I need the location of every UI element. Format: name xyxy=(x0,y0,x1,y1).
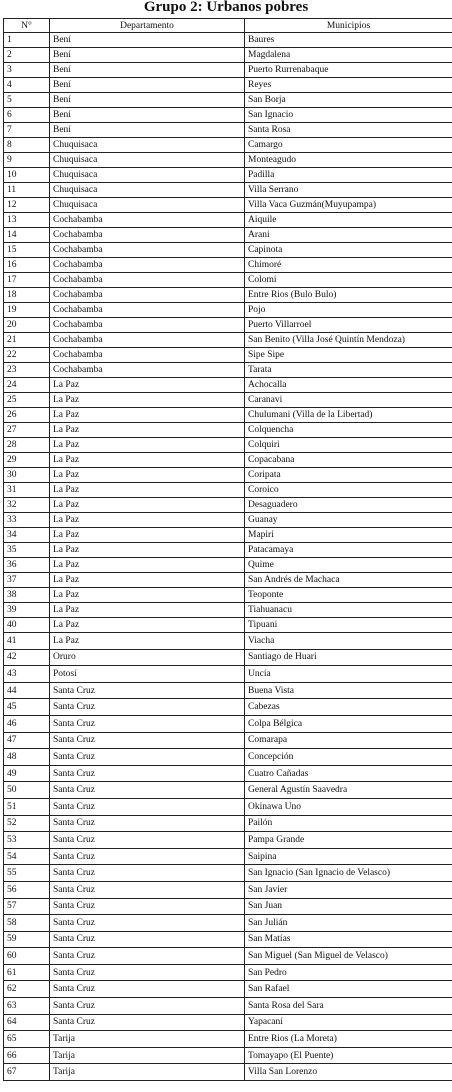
row-departamento: La Paz xyxy=(50,408,245,423)
row-departamento: Cochabamba xyxy=(50,213,245,228)
table-row xyxy=(4,438,452,453)
row-number: 14 xyxy=(4,228,50,243)
row-municipio: San Javier xyxy=(245,881,452,898)
table-row xyxy=(4,948,452,965)
table-row xyxy=(4,333,452,348)
row-number: 17 xyxy=(4,273,50,288)
row-departamento: Santa Cruz xyxy=(50,931,245,948)
row-departamento: Bení xyxy=(50,123,245,138)
row-municipio: Pojo xyxy=(245,303,452,318)
row-municipio: Cuatro Cañadas xyxy=(245,765,452,782)
row-departamento: Cochabamba xyxy=(50,243,245,258)
row-municipio: Colquencha xyxy=(245,423,452,438)
row-number: 18 xyxy=(4,288,50,303)
row-number: 7 xyxy=(4,123,50,138)
table-row xyxy=(4,498,452,513)
table-row xyxy=(4,666,452,683)
row-number: 34 xyxy=(4,528,50,543)
row-departamento: Bení xyxy=(50,78,245,93)
row-departamento: Santa Cruz xyxy=(50,832,245,849)
row-municipio: San Ignacio (San Ignacio de Velasco) xyxy=(245,865,452,882)
table-row xyxy=(4,183,452,198)
row-municipio: Cabezas xyxy=(245,699,452,716)
row-municipio: Santa Rosa del Sara xyxy=(245,998,452,1015)
table-row xyxy=(4,348,452,363)
row-number: 41 xyxy=(4,633,50,650)
row-departamento: Tarija xyxy=(50,1031,245,1048)
row-number: 43 xyxy=(4,666,50,683)
row-number: 27 xyxy=(4,423,50,438)
row-number: 47 xyxy=(4,732,50,749)
row-municipio: Chimoré xyxy=(245,258,452,273)
row-municipio: Colomi xyxy=(245,273,452,288)
row-departamento: Santa Cruz xyxy=(50,682,245,699)
row-municipio: Arani xyxy=(245,228,452,243)
row-municipio: Camargo xyxy=(245,138,452,153)
row-municipio: San Julián xyxy=(245,915,452,932)
table-row xyxy=(4,483,452,498)
row-number: 61 xyxy=(4,964,50,981)
row-municipio: San Matías xyxy=(245,931,452,948)
row-departamento: La Paz xyxy=(50,483,245,498)
row-departamento: Santa Cruz xyxy=(50,848,245,865)
row-municipio: Reyes xyxy=(245,78,452,93)
table-row xyxy=(4,288,452,303)
row-municipio: Villa San Lorenzo xyxy=(245,1064,452,1081)
row-number: 60 xyxy=(4,948,50,965)
row-number: 65 xyxy=(4,1031,50,1048)
row-number: 12 xyxy=(4,198,50,213)
row-municipio: San Borja xyxy=(245,93,452,108)
header-numero: N° xyxy=(4,19,50,33)
table-row xyxy=(4,848,452,865)
row-number: 8 xyxy=(4,138,50,153)
table-row xyxy=(4,168,452,183)
row-number: 2 xyxy=(4,48,50,63)
row-number: 66 xyxy=(4,1047,50,1064)
row-municipio: Baures xyxy=(245,33,452,48)
table-row xyxy=(4,573,452,588)
table-row xyxy=(4,468,452,483)
row-number: 4 xyxy=(4,78,50,93)
row-departamento: La Paz xyxy=(50,543,245,558)
row-number: 64 xyxy=(4,1014,50,1031)
row-municipio: Comarapa xyxy=(245,732,452,749)
table-row xyxy=(4,832,452,849)
table-row xyxy=(4,1064,452,1081)
row-number: 23 xyxy=(4,363,50,378)
row-number: 37 xyxy=(4,573,50,588)
row-number: 46 xyxy=(4,715,50,732)
row-number: 31 xyxy=(4,483,50,498)
row-municipio: San Benito (Villa José Quintín Mendoza) xyxy=(245,333,452,348)
table-row xyxy=(4,393,452,408)
row-departamento: La Paz xyxy=(50,468,245,483)
row-municipio: Concepción xyxy=(245,749,452,766)
row-number: 51 xyxy=(4,798,50,815)
row-municipio: San Ignacio xyxy=(245,108,452,123)
row-number: 3 xyxy=(4,63,50,78)
row-number: 33 xyxy=(4,513,50,528)
row-number: 13 xyxy=(4,213,50,228)
row-municipio: San Juan xyxy=(245,898,452,915)
table-row xyxy=(4,453,452,468)
row-departamento: Bení xyxy=(50,108,245,123)
row-number: 21 xyxy=(4,333,50,348)
row-departamento: Santa Cruz xyxy=(50,1014,245,1031)
row-departamento: Cochabamba xyxy=(50,318,245,333)
row-municipio: Puerto Rurrenabaque xyxy=(245,63,452,78)
row-number: 48 xyxy=(4,749,50,766)
row-departamento: La Paz xyxy=(50,438,245,453)
row-municipio: Sipe Sipe xyxy=(245,348,452,363)
row-municipio: Entre Rios (La Moreta) xyxy=(245,1031,452,1048)
table-row xyxy=(4,78,452,93)
row-number: 10 xyxy=(4,168,50,183)
table-row xyxy=(4,981,452,998)
row-departamento: Santa Cruz xyxy=(50,782,245,799)
table-row xyxy=(4,603,452,618)
row-departamento: Cochabamba xyxy=(50,288,245,303)
row-number: 32 xyxy=(4,498,50,513)
row-departamento: Chuquisaca xyxy=(50,153,245,168)
table-row xyxy=(4,649,452,666)
row-departamento: Bení xyxy=(50,48,245,63)
row-departamento: La Paz xyxy=(50,453,245,468)
municipios-table xyxy=(3,18,452,1081)
row-municipio: Villa Serrano xyxy=(245,183,452,198)
row-municipio: Tarata xyxy=(245,363,452,378)
row-departamento: La Paz xyxy=(50,558,245,573)
row-departamento: Bení xyxy=(50,93,245,108)
row-municipio: Copacabana xyxy=(245,453,452,468)
row-departamento: Chuquisaca xyxy=(50,168,245,183)
row-number: 11 xyxy=(4,183,50,198)
row-municipio: Mapiri xyxy=(245,528,452,543)
row-departamento: Santa Cruz xyxy=(50,815,245,832)
row-municipio: San Andrés de Machaca xyxy=(245,573,452,588)
row-departamento: La Paz xyxy=(50,603,245,618)
table-row xyxy=(4,543,452,558)
row-departamento: Chuquisaca xyxy=(50,183,245,198)
row-number: 58 xyxy=(4,915,50,932)
row-departamento: La Paz xyxy=(50,528,245,543)
table-body xyxy=(4,33,452,1081)
table-row xyxy=(4,798,452,815)
table-row xyxy=(4,93,452,108)
row-number: 15 xyxy=(4,243,50,258)
table-row xyxy=(4,408,452,423)
row-municipio: Monteagudo xyxy=(245,153,452,168)
row-number: 16 xyxy=(4,258,50,273)
row-number: 24 xyxy=(4,378,50,393)
row-municipio: Pailón xyxy=(245,815,452,832)
row-municipio: Buena Vista xyxy=(245,682,452,699)
row-departamento: Cochabamba xyxy=(50,303,245,318)
row-departamento: Cochabamba xyxy=(50,273,245,288)
table-row xyxy=(4,138,452,153)
table-row xyxy=(4,318,452,333)
table-row xyxy=(4,258,452,273)
row-departamento: Santa Cruz xyxy=(50,964,245,981)
row-departamento: Santa Cruz xyxy=(50,865,245,882)
table-row xyxy=(4,213,452,228)
row-municipio: Puerto Villarroel xyxy=(245,318,452,333)
row-number: 19 xyxy=(4,303,50,318)
header-departamento: Departamento xyxy=(50,19,245,33)
table-row xyxy=(4,1047,452,1064)
row-number: 53 xyxy=(4,832,50,849)
row-municipio: Villa Vaca Guzmán(Muyupampa) xyxy=(245,198,452,213)
row-municipio: Tomayapo (El Puente) xyxy=(245,1047,452,1064)
row-municipio: Desaguadero xyxy=(245,498,452,513)
row-number: 26 xyxy=(4,408,50,423)
row-number: 36 xyxy=(4,558,50,573)
table-row xyxy=(4,153,452,168)
row-municipio: Achocalla xyxy=(245,378,452,393)
table-row xyxy=(4,1031,452,1048)
row-municipio: Coripata xyxy=(245,468,452,483)
row-number: 5 xyxy=(4,93,50,108)
row-departamento: Santa Cruz xyxy=(50,732,245,749)
row-number: 38 xyxy=(4,588,50,603)
table-row xyxy=(4,528,452,543)
table-row xyxy=(4,123,452,138)
row-number: 44 xyxy=(4,682,50,699)
header-municipios: Municipios xyxy=(245,19,452,33)
row-municipio: Tiahuanacu xyxy=(245,603,452,618)
row-number: 67 xyxy=(4,1064,50,1081)
row-departamento: La Paz xyxy=(50,393,245,408)
table-row xyxy=(4,998,452,1015)
row-municipio: Yapacaní xyxy=(245,1014,452,1031)
table-row xyxy=(4,513,452,528)
row-municipio: Saipina xyxy=(245,848,452,865)
table-row xyxy=(4,273,452,288)
row-departamento: La Paz xyxy=(50,573,245,588)
row-number: 54 xyxy=(4,848,50,865)
row-municipio: Coroico xyxy=(245,483,452,498)
row-municipio: Colpa Bélgica xyxy=(245,715,452,732)
row-municipio: General Agustín Saavedra xyxy=(245,782,452,799)
row-municipio: Pampa Grande xyxy=(245,832,452,849)
row-number: 42 xyxy=(4,649,50,666)
row-municipio: Uncía xyxy=(245,666,452,683)
row-number: 28 xyxy=(4,438,50,453)
table-row xyxy=(4,881,452,898)
row-number: 52 xyxy=(4,815,50,832)
table-row xyxy=(4,749,452,766)
row-municipio: Entre Rios (Bulo Bulo) xyxy=(245,288,452,303)
row-departamento: Santa Cruz xyxy=(50,715,245,732)
table-row xyxy=(4,378,452,393)
table-row xyxy=(4,898,452,915)
row-departamento: Chuquisaca xyxy=(50,198,245,213)
row-number: 20 xyxy=(4,318,50,333)
table-row xyxy=(4,765,452,782)
row-number: 56 xyxy=(4,881,50,898)
table-row xyxy=(4,363,452,378)
table-row xyxy=(4,423,452,438)
table-row xyxy=(4,33,452,48)
row-number: 40 xyxy=(4,618,50,633)
row-departamento: La Paz xyxy=(50,588,245,603)
row-municipio: Capinota xyxy=(245,243,452,258)
table-row xyxy=(4,915,452,932)
row-municipio: Okinawa Uno xyxy=(245,798,452,815)
table-row xyxy=(4,815,452,832)
row-number: 62 xyxy=(4,981,50,998)
row-departamento: Santa Cruz xyxy=(50,898,245,915)
row-departamento: Cochabamba xyxy=(50,348,245,363)
row-number: 1 xyxy=(4,33,50,48)
row-number: 50 xyxy=(4,782,50,799)
row-number: 45 xyxy=(4,699,50,716)
row-departamento: Santa Cruz xyxy=(50,798,245,815)
table-row xyxy=(4,618,452,633)
table-row xyxy=(4,782,452,799)
row-number: 6 xyxy=(4,108,50,123)
row-departamento: Santa Cruz xyxy=(50,915,245,932)
row-departamento: La Paz xyxy=(50,378,245,393)
row-number: 55 xyxy=(4,865,50,882)
row-municipio: Padilla xyxy=(245,168,452,183)
row-departamento: Santa Cruz xyxy=(50,981,245,998)
row-departamento: La Paz xyxy=(50,423,245,438)
row-municipio: San Miguel (San Miguel de Velasco) xyxy=(245,948,452,965)
table-row xyxy=(4,303,452,318)
table-row xyxy=(4,558,452,573)
table-row xyxy=(4,865,452,882)
table-row xyxy=(4,1014,452,1031)
row-departamento: Chuquisaca xyxy=(50,138,245,153)
row-departamento: Tarija xyxy=(50,1064,245,1081)
row-municipio: San Pedro xyxy=(245,964,452,981)
row-departamento: Cochabamba xyxy=(50,258,245,273)
row-departamento: Bení xyxy=(50,33,245,48)
table-row xyxy=(4,588,452,603)
row-departamento: Santa Cruz xyxy=(50,881,245,898)
row-number: 59 xyxy=(4,931,50,948)
row-departamento: La Paz xyxy=(50,513,245,528)
row-departamento: Santa Cruz xyxy=(50,699,245,716)
table-row xyxy=(4,699,452,716)
row-departamento: Santa Cruz xyxy=(50,749,245,766)
row-municipio: Colquiri xyxy=(245,438,452,453)
table-row xyxy=(4,243,452,258)
table-row xyxy=(4,964,452,981)
row-municipio: Santiago de Huari xyxy=(245,649,452,666)
page-title: Grupo 2: Urbanos pobres xyxy=(143,0,309,15)
row-number: 29 xyxy=(4,453,50,468)
table-row xyxy=(4,715,452,732)
row-municipio: Teoponte xyxy=(245,588,452,603)
table-row xyxy=(4,198,452,213)
table-header-row xyxy=(4,19,452,33)
table-row xyxy=(4,228,452,243)
table-row xyxy=(4,682,452,699)
row-departamento: Bení xyxy=(50,63,245,78)
row-municipio: Guanay xyxy=(245,513,452,528)
row-municipio: Viacha xyxy=(245,633,452,650)
row-departamento: La Paz xyxy=(50,498,245,513)
row-municipio: Caranavi xyxy=(245,393,452,408)
table-row xyxy=(4,633,452,650)
row-number: 22 xyxy=(4,348,50,363)
row-departamento: Cochabamba xyxy=(50,228,245,243)
row-departamento: Santa Cruz xyxy=(50,998,245,1015)
row-number: 25 xyxy=(4,393,50,408)
row-municipio: Quime xyxy=(245,558,452,573)
row-municipio: Tipuani xyxy=(245,618,452,633)
row-municipio: Chulumani (Villa de la Libertad) xyxy=(245,408,452,423)
row-departamento: Santa Cruz xyxy=(50,765,245,782)
row-municipio: Patacamaya xyxy=(245,543,452,558)
row-departamento: Cochabamba xyxy=(50,363,245,378)
table-row xyxy=(4,732,452,749)
row-municipio: Aiquile xyxy=(245,213,452,228)
row-departamento: Oruro xyxy=(50,649,245,666)
row-number: 57 xyxy=(4,898,50,915)
row-departamento: Tarija xyxy=(50,1047,245,1064)
row-municipio: Magdalena xyxy=(245,48,452,63)
row-number: 39 xyxy=(4,603,50,618)
table-row xyxy=(4,108,452,123)
row-municipio: San Rafael xyxy=(245,981,452,998)
row-number: 30 xyxy=(4,468,50,483)
row-departamento: Cochabamba xyxy=(50,333,245,348)
row-departamento: La Paz xyxy=(50,633,245,650)
table-row xyxy=(4,931,452,948)
row-number: 9 xyxy=(4,153,50,168)
row-number: 49 xyxy=(4,765,50,782)
row-departamento: La Paz xyxy=(50,618,245,633)
table-row xyxy=(4,63,452,78)
row-departamento: Potosí xyxy=(50,666,245,683)
row-departamento: Santa Cruz xyxy=(50,948,245,965)
row-number: 63 xyxy=(4,998,50,1015)
row-number: 35 xyxy=(4,543,50,558)
row-municipio: Santa Rosa xyxy=(245,123,452,138)
table-row xyxy=(4,48,452,63)
